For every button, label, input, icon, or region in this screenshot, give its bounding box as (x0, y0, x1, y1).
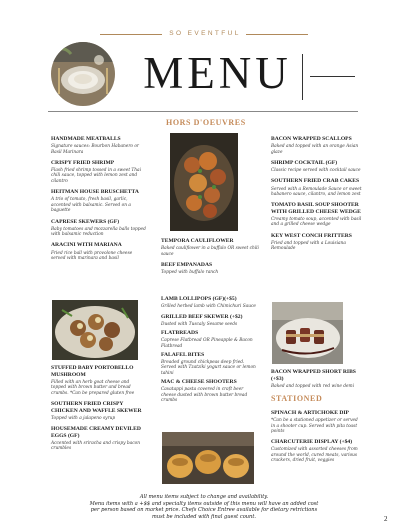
menu-item (271, 233, 363, 252)
item-name: BACON WRAPPED SCALLOPS (271, 136, 352, 142)
title-rule (310, 76, 355, 77)
footer-line: per person based on market price. Chefs Choice Entree available for dietary retrictions (90, 507, 318, 514)
item-description: Flash fried shrimp tossed in a sweet Thai chili sauce, topped with lemon zest and cilantro (51, 168, 141, 184)
mushroom-photo (52, 300, 138, 360)
item-description: Breaded ground chickpeas deep fried. Served with Tzatziki yogurt sauce or lemon tahini (161, 360, 256, 376)
menu-item (271, 369, 363, 389)
item-description: Fried and topped with a Louisiana Remoulade (271, 240, 346, 252)
item-name: CRISPY FRIED SHRIMP (51, 159, 115, 166)
item-name: ARACINI WITH MARIANA (51, 242, 122, 249)
menu-item (161, 330, 259, 349)
item-name: TOMATO BASIL SOUP SHOOTER WITH GRILLED CHEESE WEDGE (271, 202, 361, 215)
item-name: FALAFEL BITES (161, 351, 205, 358)
short-ribs-photo (272, 302, 343, 364)
item-description: Classic recipe served with cocktail sauce (271, 168, 361, 173)
item-name: SOUTHERN FRIED CRAB CAKES (271, 178, 360, 185)
item-name: SOUTHERN FRIED CRISPY CHICKEN AND WAFFLE SKEWER (51, 400, 142, 414)
item-name: SPINACH & ARTICHOKE DIP (271, 410, 349, 416)
item-name: CHARCUTERIE DISPLAY (+$4) (271, 439, 353, 446)
footer-note (68, 494, 340, 520)
item-description: Baby tomatoes and mozzarella balls topped with balsamic reduction (51, 226, 146, 238)
left-column-bottom (51, 365, 143, 457)
item-description: Topped with a jalapeno syrup (51, 415, 116, 421)
header-rule (48, 111, 358, 112)
section-hors-doeuvres: HORS D'OEUVRES (166, 118, 246, 127)
item-description: *Can be a stationed appetizer or served in a shooter cup. Served with pita toast points (271, 418, 358, 434)
item-description: Signature sauces: Bourbon Habanero or Basil Marinara (51, 144, 139, 155)
menu-item (271, 160, 363, 174)
item-name: MAC & CHEESE SHOOTERS (161, 379, 237, 386)
item-name: HEITMAN HOUSE BRUSCHETTA (51, 189, 139, 196)
item-description: Baked and topped with an orange Asian glaze (271, 144, 359, 155)
item-description: Baked cauliflower in a buffalo OR sweet chili sauce (161, 246, 259, 257)
menu-item (161, 238, 259, 257)
middle-column-bottom (161, 296, 259, 409)
item-description: Topped with buffalo ranch (161, 270, 219, 275)
item-description: Filled with an herb goat cheese and topped with brown butter and bread crumbs. *Can be prepared gluten free (51, 379, 135, 396)
menu-item (161, 296, 259, 310)
left-column-top (51, 136, 148, 266)
item-name: LAMB LOLLIPOPS (GF)(+$5) (161, 296, 237, 302)
mac-cheese-photo (162, 432, 254, 484)
item-description: Accented with sriracha and crispy bacon crumbles (51, 440, 140, 452)
item-name: GRILLED BEEF SKEWER (+$2) (161, 313, 243, 320)
page-number: 2 (384, 515, 388, 523)
menu-item (51, 189, 148, 213)
item-description: Creamy tomato soup, accented with basil and a grilled cheese wedge (271, 217, 362, 228)
menu-item (271, 439, 363, 463)
item-description: Baked and topped with red wine demi (271, 383, 354, 389)
menu-item (51, 365, 143, 396)
item-name: TEMPORA CAULIFLOWER (161, 238, 234, 244)
menu-item (51, 136, 148, 155)
page-title: MENU (143, 48, 292, 98)
footer-line: All menu items subject to change and availability. (139, 494, 269, 500)
menu-item (51, 242, 148, 261)
brand-name: SO EVENTFUL (169, 30, 241, 37)
item-description: Customized with assorted cheeses from around the world, cured meats, various crackers, dried fruit, veggies (271, 447, 358, 464)
menu-item (161, 379, 259, 403)
footer-line: must be included with final guest count. (152, 513, 256, 520)
item-description: Dusted with Tuscaly Sesame seeds (161, 321, 238, 327)
menu-item (271, 202, 363, 228)
item-description: Grilled herbed lamb with Chimichuri Sauce (161, 304, 256, 310)
menu-item (271, 178, 363, 197)
menu-item (271, 410, 363, 434)
item-name: BACON WRAPPED SHORT RIBS (+$3) (271, 369, 356, 382)
table-setting-photo (51, 42, 115, 106)
menu-item (51, 219, 148, 238)
right-column-bottom (271, 410, 363, 469)
title-divider (302, 54, 303, 100)
section-stationed: STATIONED (271, 394, 323, 403)
middle-column-top (161, 238, 259, 280)
item-name: STUFFED BABY PORTOBELLO MUSHROOM (51, 365, 134, 378)
item-name: FLATBREADS (161, 330, 199, 336)
item-description: Served with a Remoulade Sauce or sweet habanero sauce, cilantro, and lemon zest (271, 186, 362, 197)
item-name: CAPRESE SKEWERS (GF) (51, 218, 120, 225)
item-description: Caprese Flatbread OR Pineapple & Bacon Flatbread (161, 338, 253, 349)
right-column-top (271, 136, 363, 257)
menu-item (161, 352, 259, 376)
item-name: KEY WEST CONCH FRITTERS (271, 232, 352, 239)
footer-line: Menu items with a +$$ and specialty items outside of this menu will have an added cost (89, 500, 319, 507)
menu-item (51, 426, 143, 452)
item-name: HANDMADE MEATBALLS (51, 136, 121, 142)
menu-item (51, 401, 143, 421)
menu-item (161, 314, 259, 328)
item-name: SHRIMP COCKTAIL (GF) (271, 159, 338, 166)
cauliflower-photo (170, 133, 238, 231)
item-description: Cavatappi pasta covered in craft beer cheese dusted with brown butter bread crumbs (161, 387, 248, 404)
item-description: Fried rice ball with provolone cheese served with marinara and basil (51, 250, 133, 261)
menu-item (51, 160, 148, 184)
item-name: BEEF EMPANADAS (161, 261, 213, 268)
right-column-mid (271, 369, 363, 394)
item-description: A trio of tomato, fresh basil, garlic, accented with balsamic. Served on a baguette (51, 197, 131, 214)
menu-item (271, 136, 363, 155)
menu-item (161, 262, 259, 276)
brand-rule-right (246, 34, 308, 35)
item-name: HOUSEMADE CREAMY DEVILED EGGS (GF) (51, 426, 141, 439)
